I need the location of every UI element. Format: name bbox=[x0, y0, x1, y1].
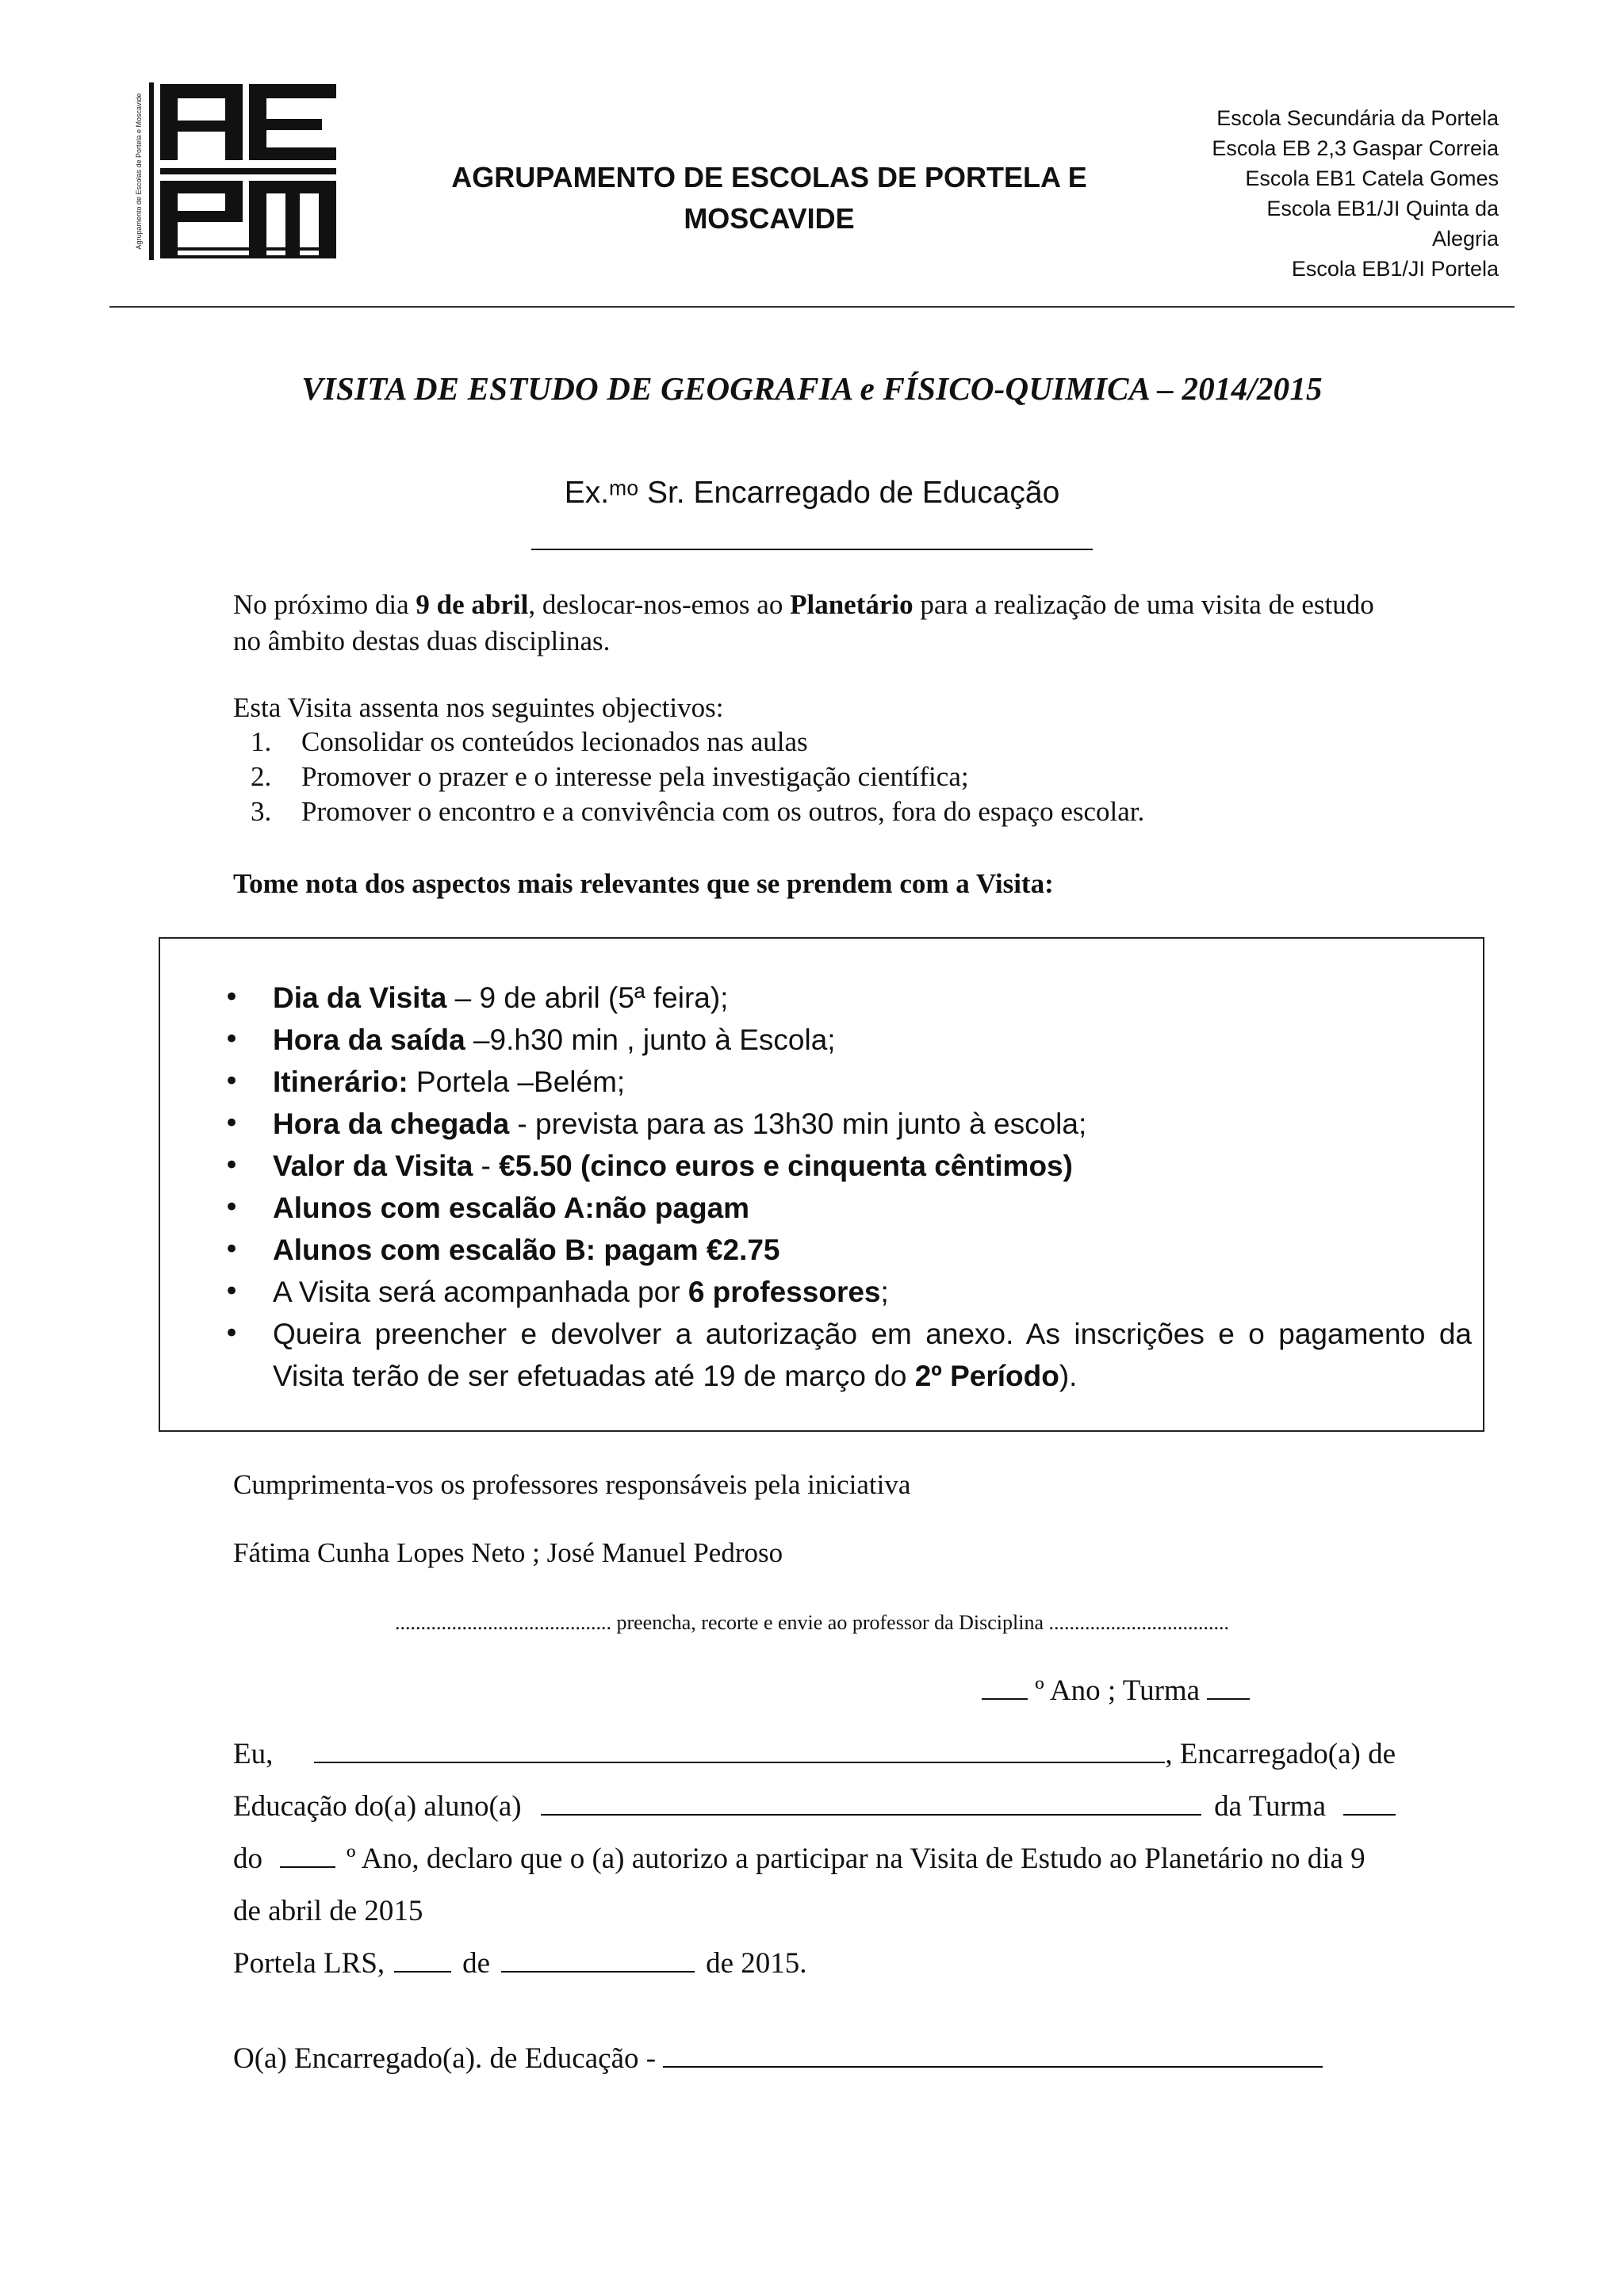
form-text: de 2015. bbox=[706, 1947, 807, 1980]
info-text: ). bbox=[1059, 1360, 1078, 1392]
form-text: O(a) Encarregado(a). de Educação - bbox=[233, 2042, 657, 2075]
info-item-teachers bbox=[273, 1271, 1472, 1313]
school-item: Escola EB 2,3 Gaspar Correia bbox=[1212, 136, 1499, 160]
document-title: VISITA DE ESTUDO DE GEOGRAFIA e FÍSICO-QUIMICA – 2014/2015 bbox=[301, 370, 1323, 407]
year-class-text: º Ano ; Turma bbox=[1028, 1674, 1208, 1707]
guardian-name-blank[interactable] bbox=[314, 1735, 1165, 1763]
objective-text: Promover o encontro e a convivência com os outros, fora do espaço escolar. bbox=[301, 796, 1145, 827]
objective-number: 1. bbox=[251, 726, 272, 757]
intro-paragraph bbox=[233, 587, 1396, 660]
objective-number: 2. bbox=[251, 761, 272, 792]
info-label: Valor da Visita bbox=[273, 1150, 473, 1182]
objectives-list bbox=[251, 725, 1144, 829]
info-value: – 9 de abril (5ª feira); bbox=[446, 982, 729, 1014]
info-value: €5.50 (cinco euros e cinquenta cêntimos) bbox=[499, 1150, 1073, 1182]
info-item-departure bbox=[273, 1019, 1472, 1061]
form-row-declaration bbox=[233, 1833, 1396, 1885]
school-logo bbox=[132, 79, 346, 263]
info-text: Queira preencher e devolver a autorização em anexo. As inscrições e o pagamento da Visita terão de ser efetuadas até 19 de março do bbox=[273, 1318, 1472, 1392]
info-value: Portela –Belém; bbox=[408, 1066, 626, 1098]
info-teacher-count: 6 professores bbox=[688, 1276, 881, 1308]
info-text: A Visita será acompanhada por bbox=[273, 1276, 688, 1308]
school-item: Escola EB1/JI Portela bbox=[1291, 257, 1499, 281]
cut-here-line: .......................................... preencha, recorte e envie ao professor da Disciplina ................................... bbox=[394, 1611, 1230, 1634]
organization-name-line2: MOSCAVIDE bbox=[684, 202, 855, 235]
info-label: Hora da saída bbox=[273, 1024, 465, 1056]
year-blank[interactable] bbox=[280, 1839, 335, 1868]
class-blank[interactable] bbox=[1343, 1787, 1396, 1816]
info-item-itinerary bbox=[273, 1061, 1472, 1103]
info-value: –9.h30 min , junto à Escola; bbox=[465, 1024, 836, 1056]
intro-place: Planetário bbox=[790, 589, 914, 620]
intro-text: No próximo dia bbox=[233, 589, 416, 620]
notes-heading: Tome nota dos aspectos mais relevantes que se prendem com a Visita: bbox=[233, 868, 1054, 899]
info-item-price bbox=[273, 1145, 1472, 1187]
day-blank[interactable] bbox=[394, 1944, 451, 1973]
year-blank[interactable] bbox=[982, 1671, 1028, 1700]
info-label: Itinerário: bbox=[273, 1066, 408, 1098]
student-name-blank[interactable] bbox=[541, 1787, 1202, 1816]
info-separator: - bbox=[473, 1150, 500, 1182]
info-item-arrival bbox=[273, 1103, 1472, 1145]
form-text: de bbox=[462, 1947, 491, 1980]
school-item: Escola Secundária da Portela bbox=[1216, 106, 1499, 130]
form-text: Portela LRS, bbox=[233, 1947, 385, 1980]
objective-text: Consolidar os conteúdos lecionados nas aulas bbox=[301, 726, 808, 757]
info-period: 2º Período bbox=[914, 1360, 1059, 1392]
objective-item bbox=[251, 760, 1144, 794]
teacher-names: Fátima Cunha Lopes Neto ; José Manuel Pedroso bbox=[233, 1537, 783, 1568]
header-divider bbox=[109, 306, 1515, 308]
organization-name bbox=[444, 157, 1094, 239]
form-row-student bbox=[233, 1781, 1396, 1833]
salutation-blank-line bbox=[531, 549, 1093, 550]
organization-name-line1: AGRUPAMENTO DE ESCOLAS DE PORTELA E bbox=[451, 161, 1087, 193]
month-blank[interactable] bbox=[501, 1944, 695, 1973]
objectives-intro: Esta Visita assenta nos seguintes objectivos: bbox=[233, 692, 724, 723]
logo-side-text: Agrupamento de Escolas de Portela e Moscavide bbox=[135, 93, 143, 250]
visit-info-box bbox=[159, 937, 1484, 1432]
closing-greeting: Cumprimenta-vos os professores responsáveis pela iniciativa bbox=[233, 1469, 911, 1500]
info-value: - prevista para as 13h30 min junto à escola; bbox=[509, 1108, 1087, 1140]
info-label: Alunos com escalão B: pagam €2.75 bbox=[273, 1234, 780, 1266]
salutation: Ex.ᵐᵒ Sr. Encarregado de Educação bbox=[564, 476, 1060, 510]
objective-text: Promover o prazer e o interesse pela investigação científica; bbox=[301, 761, 969, 792]
school-item: Alegria bbox=[1431, 227, 1499, 251]
info-item-day bbox=[273, 977, 1472, 1019]
objective-item bbox=[251, 725, 1144, 760]
form-row-date-text: de abril de 2015 bbox=[233, 1895, 423, 1927]
objective-number: 3. bbox=[251, 796, 272, 827]
form-text: do bbox=[233, 1843, 262, 1875]
guardian-signature-line bbox=[233, 2039, 1323, 2076]
info-item-tier-b bbox=[273, 1229, 1472, 1271]
intro-text: para a realização de uma visita de estudo no âmbito destas duas disciplinas. bbox=[233, 589, 1374, 656]
school-item: Escola EB1 Catela Gomes bbox=[1245, 166, 1499, 190]
school-item: Escola EB1/JI Quinta da bbox=[1266, 197, 1499, 220]
visit-info-list bbox=[273, 977, 1472, 1397]
form-text: da Turma bbox=[1214, 1790, 1326, 1823]
signature-blank[interactable] bbox=[663, 2039, 1323, 2068]
form-row-place-date bbox=[233, 1938, 1396, 1990]
form-text: Eu, bbox=[233, 1738, 274, 1770]
info-text: ; bbox=[880, 1276, 889, 1308]
year-class-line bbox=[982, 1671, 1250, 1708]
info-label: Dia da Visita bbox=[273, 982, 447, 1014]
info-label: Hora da chegada bbox=[273, 1108, 510, 1140]
class-blank[interactable] bbox=[1207, 1671, 1250, 1700]
school-list bbox=[1166, 103, 1499, 284]
authorization-form bbox=[233, 1728, 1396, 1990]
info-item-tier-a bbox=[273, 1187, 1472, 1229]
intro-date: 9 de abril bbox=[416, 589, 529, 620]
form-row-name bbox=[233, 1728, 1396, 1781]
form-text: Educação do(a) aluno(a) bbox=[233, 1790, 522, 1823]
info-label: Alunos com escalão A:não pagam bbox=[273, 1192, 750, 1224]
form-text: , Encarregado(a) de bbox=[1165, 1738, 1396, 1770]
objective-item bbox=[251, 794, 1144, 829]
form-text: º Ano, declaro que o (a) autorizo a participar na Visita de Estudo ao Planetário no dia 9 bbox=[347, 1843, 1365, 1875]
info-item-authorization bbox=[273, 1313, 1472, 1397]
intro-text: , deslocar-nos-emos ao bbox=[528, 589, 791, 620]
